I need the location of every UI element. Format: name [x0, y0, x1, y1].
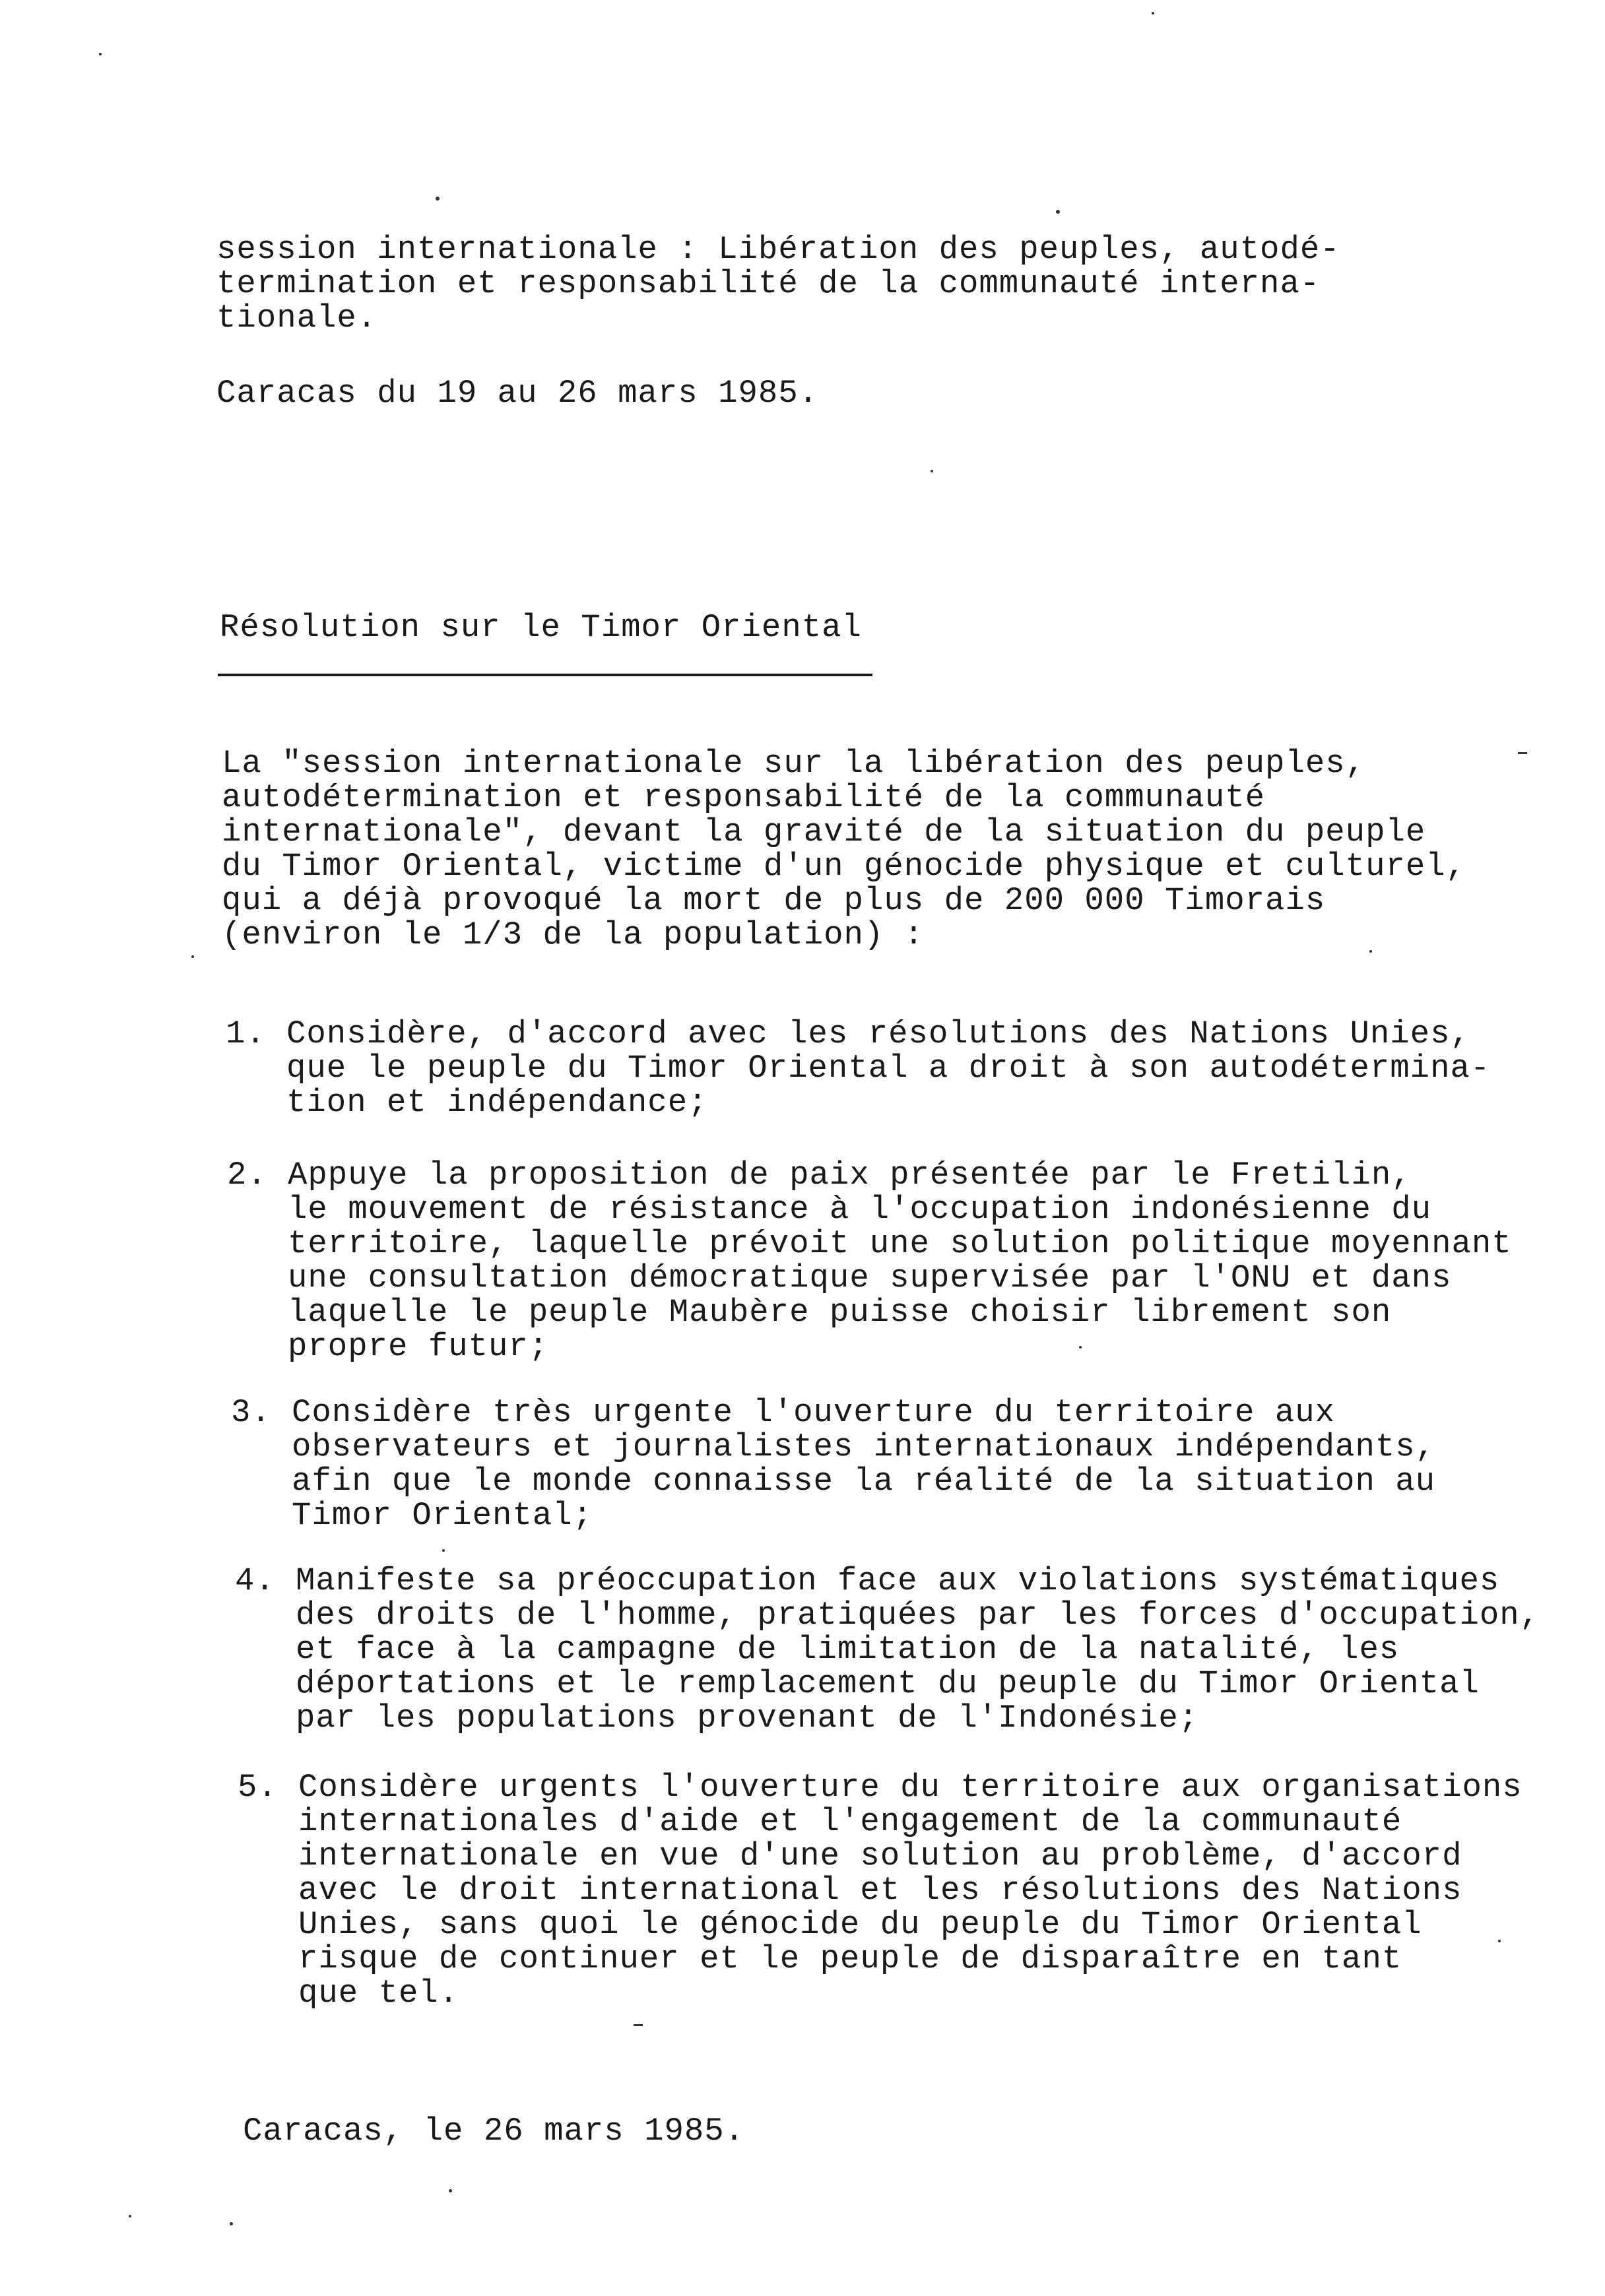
item-line: Manifeste sa préoccupation face aux violations systématiques [296, 1562, 1500, 1599]
scan-speck [191, 955, 194, 958]
item-line: propre futur; [288, 1328, 549, 1365]
scan-speck [99, 53, 102, 55]
title-underline [218, 674, 872, 676]
item-text [298, 1770, 1523, 2010]
item-line: territoire, laquelle prévoit une solution politique moyennant [288, 1225, 1512, 1262]
item-text [288, 1158, 1512, 1364]
scan-speck [230, 2222, 233, 2225]
scan-speck [449, 2189, 452, 2192]
item-number: 1. [226, 1015, 266, 1052]
item-line: observateurs et journalistes internationaux indépendants, [292, 1428, 1436, 1465]
session-heading-line: tionale. [216, 300, 377, 336]
item-line: que tel. [298, 1975, 459, 2012]
item-text [292, 1395, 1435, 1533]
scan-speck [1056, 210, 1060, 214]
scan-speck [436, 197, 440, 201]
session-heading [216, 232, 1340, 335]
scan-speck [1079, 1346, 1082, 1349]
item-number: 5. [238, 1769, 278, 1806]
item-line: Considère très urgente l'ouverture du territoire aux [292, 1394, 1336, 1431]
item-number: 3. [231, 1394, 271, 1431]
item-line: avec le droit international et les résolutions des Nations [298, 1872, 1462, 1909]
item-line: une consultation démocratique supervisée par l'ONU et dans [288, 1260, 1452, 1296]
item-text [296, 1564, 1540, 1735]
item-line: laquelle le peuple Maubère puisse choisir librement son [288, 1294, 1392, 1331]
scan-speck [1518, 752, 1527, 754]
scan-speck [931, 470, 933, 472]
scan-speck [442, 1549, 445, 1552]
preamble-line: qui a déjà provoqué la mort de plus de 200 000 Timorais [222, 882, 1326, 919]
item-line: par les populations provenant de l'Indonésie; [296, 1700, 1199, 1737]
item-line: Timor Oriental; [292, 1497, 593, 1534]
resolution-title: Résolution sur le Timor Oriental [220, 609, 862, 646]
preamble-line: La "session internationale sur la libération des peuples, [222, 745, 1366, 782]
session-heading-line: session internationale : Libération des peuples, autodé- [216, 231, 1340, 268]
signoff-place-date: Caracas, le 26 mars 1985. [243, 2113, 745, 2150]
item-line: internationales d'aide et l'engagement de la communauté [298, 1803, 1402, 1840]
preamble-line: du Timor Oriental, victime d'un génocide physique et culturel, [222, 848, 1466, 885]
scan-speck [1369, 950, 1372, 953]
scan-speck [1152, 12, 1154, 15]
preamble-line: autodétermination et responsabilité de la communauté [222, 779, 1266, 816]
item-number: 2. [227, 1157, 267, 1194]
resolution-preamble [222, 746, 1466, 952]
item-line: Unies, sans quoi le génocide du peuple du Timor Oriental [298, 1906, 1422, 1943]
item-line: des droits de l'homme, pratiquées par les forces d'occupation, [296, 1597, 1540, 1634]
item-line: Appuye la proposition de paix présentée par le Fretilin, [288, 1157, 1412, 1194]
scan-speck [129, 2215, 131, 2217]
item-line: afin que le monde connaisse la réalité de la situation au [292, 1463, 1436, 1500]
preamble-line: (environ le 1/3 de la population) : [222, 916, 925, 953]
scan-speck [634, 2024, 643, 2026]
scan-speck [1498, 1940, 1501, 1942]
item-line: déportations et le remplacement du peuple du Timor Oriental [296, 1665, 1480, 1702]
item-line: risque de continuer et le peuple de disparaître en tant [298, 1940, 1402, 1977]
session-dates: Caracas du 19 au 26 mars 1985. [216, 375, 819, 412]
session-heading-line: termination et responsabilité de la communauté interna- [216, 265, 1321, 302]
item-line: le mouvement de résistance à l'occupation indonésienne du [288, 1191, 1432, 1228]
item-line: que le peuple du Timor Oriental a droit à son autodétermina- [286, 1050, 1491, 1087]
item-line: et face à la campagne de limitation de la natalité, les [296, 1631, 1400, 1668]
item-line: internationale en vue d'une solution au problème, d'accord [298, 1837, 1462, 1874]
item-line: Considère, d'accord avec les résolutions des Nations Unies, [286, 1015, 1470, 1052]
item-text [286, 1017, 1490, 1120]
preamble-line: internationale", devant la gravité de la situation du peuple [222, 813, 1426, 850]
item-number: 4. [235, 1562, 275, 1599]
item-line: tion et indépendance; [286, 1084, 708, 1121]
item-line: Considère urgents l'ouverture du territoire aux organisations [298, 1769, 1523, 1806]
